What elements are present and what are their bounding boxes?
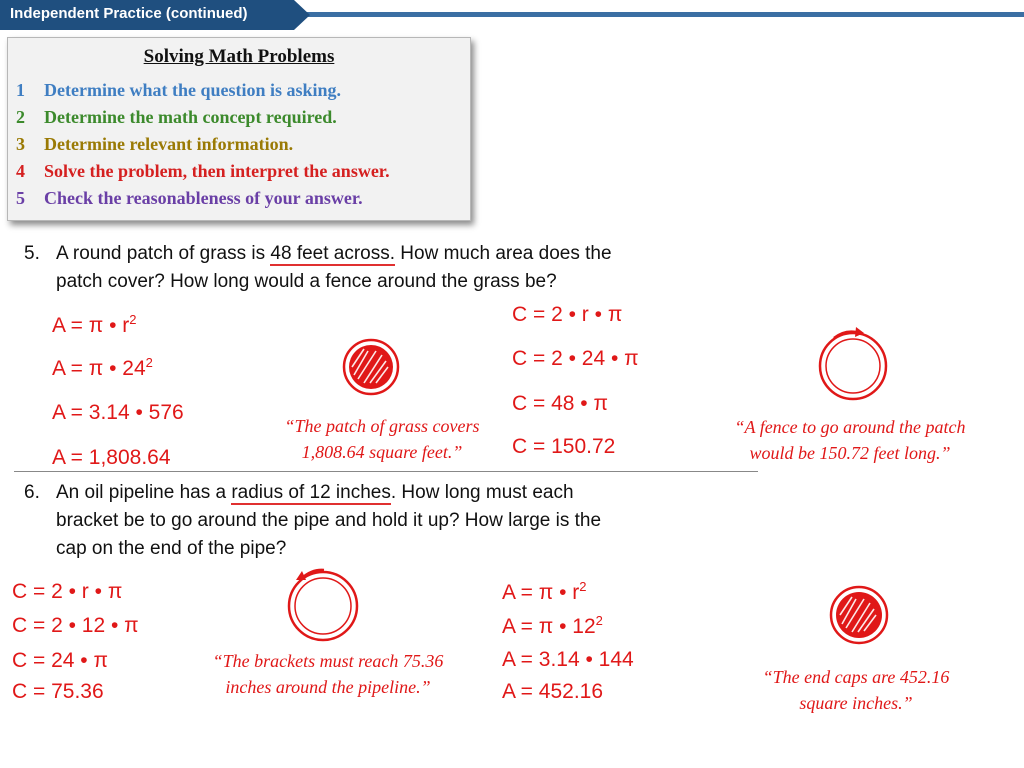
header-title: Independent Practice (continued) <box>10 5 248 22</box>
quote-line: “The end caps are 452.16 <box>762 667 950 687</box>
step-text: Determine the math concept required. <box>44 107 337 127</box>
filled-circle-icon <box>338 337 404 397</box>
step-number: 2 <box>16 107 25 127</box>
quote-line: inches around the pipeline.” <box>225 677 431 697</box>
problem-text: cap on the end of the pipe? <box>56 538 287 559</box>
circumference-step-2: C = 2 • 12 • π <box>12 614 139 637</box>
step-1 <box>16 80 341 101</box>
circumference-step-2: C = 2 • 24 • π <box>512 347 639 370</box>
step-4 <box>16 161 390 182</box>
quote-line: square inches.” <box>799 693 913 713</box>
exponent: 2 <box>129 312 137 327</box>
exponent: 2 <box>595 613 603 628</box>
steps-title: Solving Math Problems <box>143 46 335 67</box>
problem-5-text <box>24 240 764 296</box>
bracket-interpretation <box>182 648 474 700</box>
step-number: 3 <box>16 134 25 154</box>
area-step-4: A = 452.16 <box>502 680 604 703</box>
quote-line: 1,808.64 square feet.” <box>301 442 463 462</box>
math-line: A = π • 24 <box>52 357 146 380</box>
problem-number: 6. <box>24 482 40 503</box>
steps-box <box>7 37 471 221</box>
circumference-step-1: C = 2 • r • π <box>12 580 123 603</box>
circle-arrow-icon <box>810 324 896 404</box>
circumference-step-4: C = 75.36 <box>12 680 104 703</box>
problem-6-text <box>24 479 764 563</box>
exponent: 2 <box>145 355 153 370</box>
circumference-step-3: C = 24 • π <box>12 649 108 672</box>
exponent: 2 <box>579 579 587 594</box>
section-divider <box>14 471 758 472</box>
circumference-step-3: C = 48 • π <box>512 392 608 415</box>
area-step-2 <box>52 355 153 381</box>
quote-line: “The brackets must reach 75.36 <box>212 651 444 671</box>
step-text: Solve the problem, then interpret the answer. <box>44 161 390 181</box>
quote-line: “A fence to go around the patch <box>734 417 966 437</box>
problem-text: How much area does the <box>395 243 612 264</box>
step-2 <box>16 107 337 128</box>
circle-arrow-icon <box>280 562 366 644</box>
math-line: A = π • r <box>502 581 580 604</box>
step-5 <box>16 188 363 209</box>
problem-text: bracket be to go around the pipe and hold it up? How large is the <box>56 510 602 531</box>
step-text: Determine what the question is asking. <box>44 80 342 100</box>
quote-line: would be 150.72 feet long.” <box>749 443 951 463</box>
fence-interpretation <box>700 414 1000 466</box>
area-step-2 <box>502 613 603 639</box>
problem-key-info: radius of 12 inches <box>231 482 391 503</box>
area-step-1 <box>502 579 587 605</box>
area-step-4: A = 1,808.64 <box>52 446 171 469</box>
problem-number: 5. <box>24 243 40 264</box>
area-step-3: A = 3.14 • 144 <box>502 648 634 671</box>
step-text: Determine relevant information. <box>44 134 294 154</box>
area-step-1 <box>52 312 137 338</box>
quote-line: “The patch of grass covers <box>284 416 480 436</box>
filled-circle-icon <box>826 584 892 646</box>
step-3 <box>16 134 293 155</box>
area-interpretation <box>262 413 502 465</box>
circumference-step-4: C = 150.72 <box>512 435 616 458</box>
step-text: Check the reasonableness of your answer. <box>44 188 363 208</box>
step-number: 5 <box>16 188 25 208</box>
problem-text: patch cover? How long would a fence around the grass be? <box>56 271 557 292</box>
step-number: 1 <box>16 80 25 100</box>
step-number: 4 <box>16 161 25 181</box>
circumference-step-1: C = 2 • r • π <box>512 303 623 326</box>
problem-text: . How long must each <box>390 482 574 503</box>
area-step-3: A = 3.14 • 576 <box>52 401 184 424</box>
problem-text: An oil pipeline has a <box>56 482 232 503</box>
cap-interpretation <box>728 664 984 716</box>
math-line: A = π • 12 <box>502 615 596 638</box>
problem-key-info: 48 feet across. <box>270 243 396 264</box>
math-line: A = π • r <box>52 314 130 337</box>
problem-text: A round patch of grass is <box>56 243 271 264</box>
